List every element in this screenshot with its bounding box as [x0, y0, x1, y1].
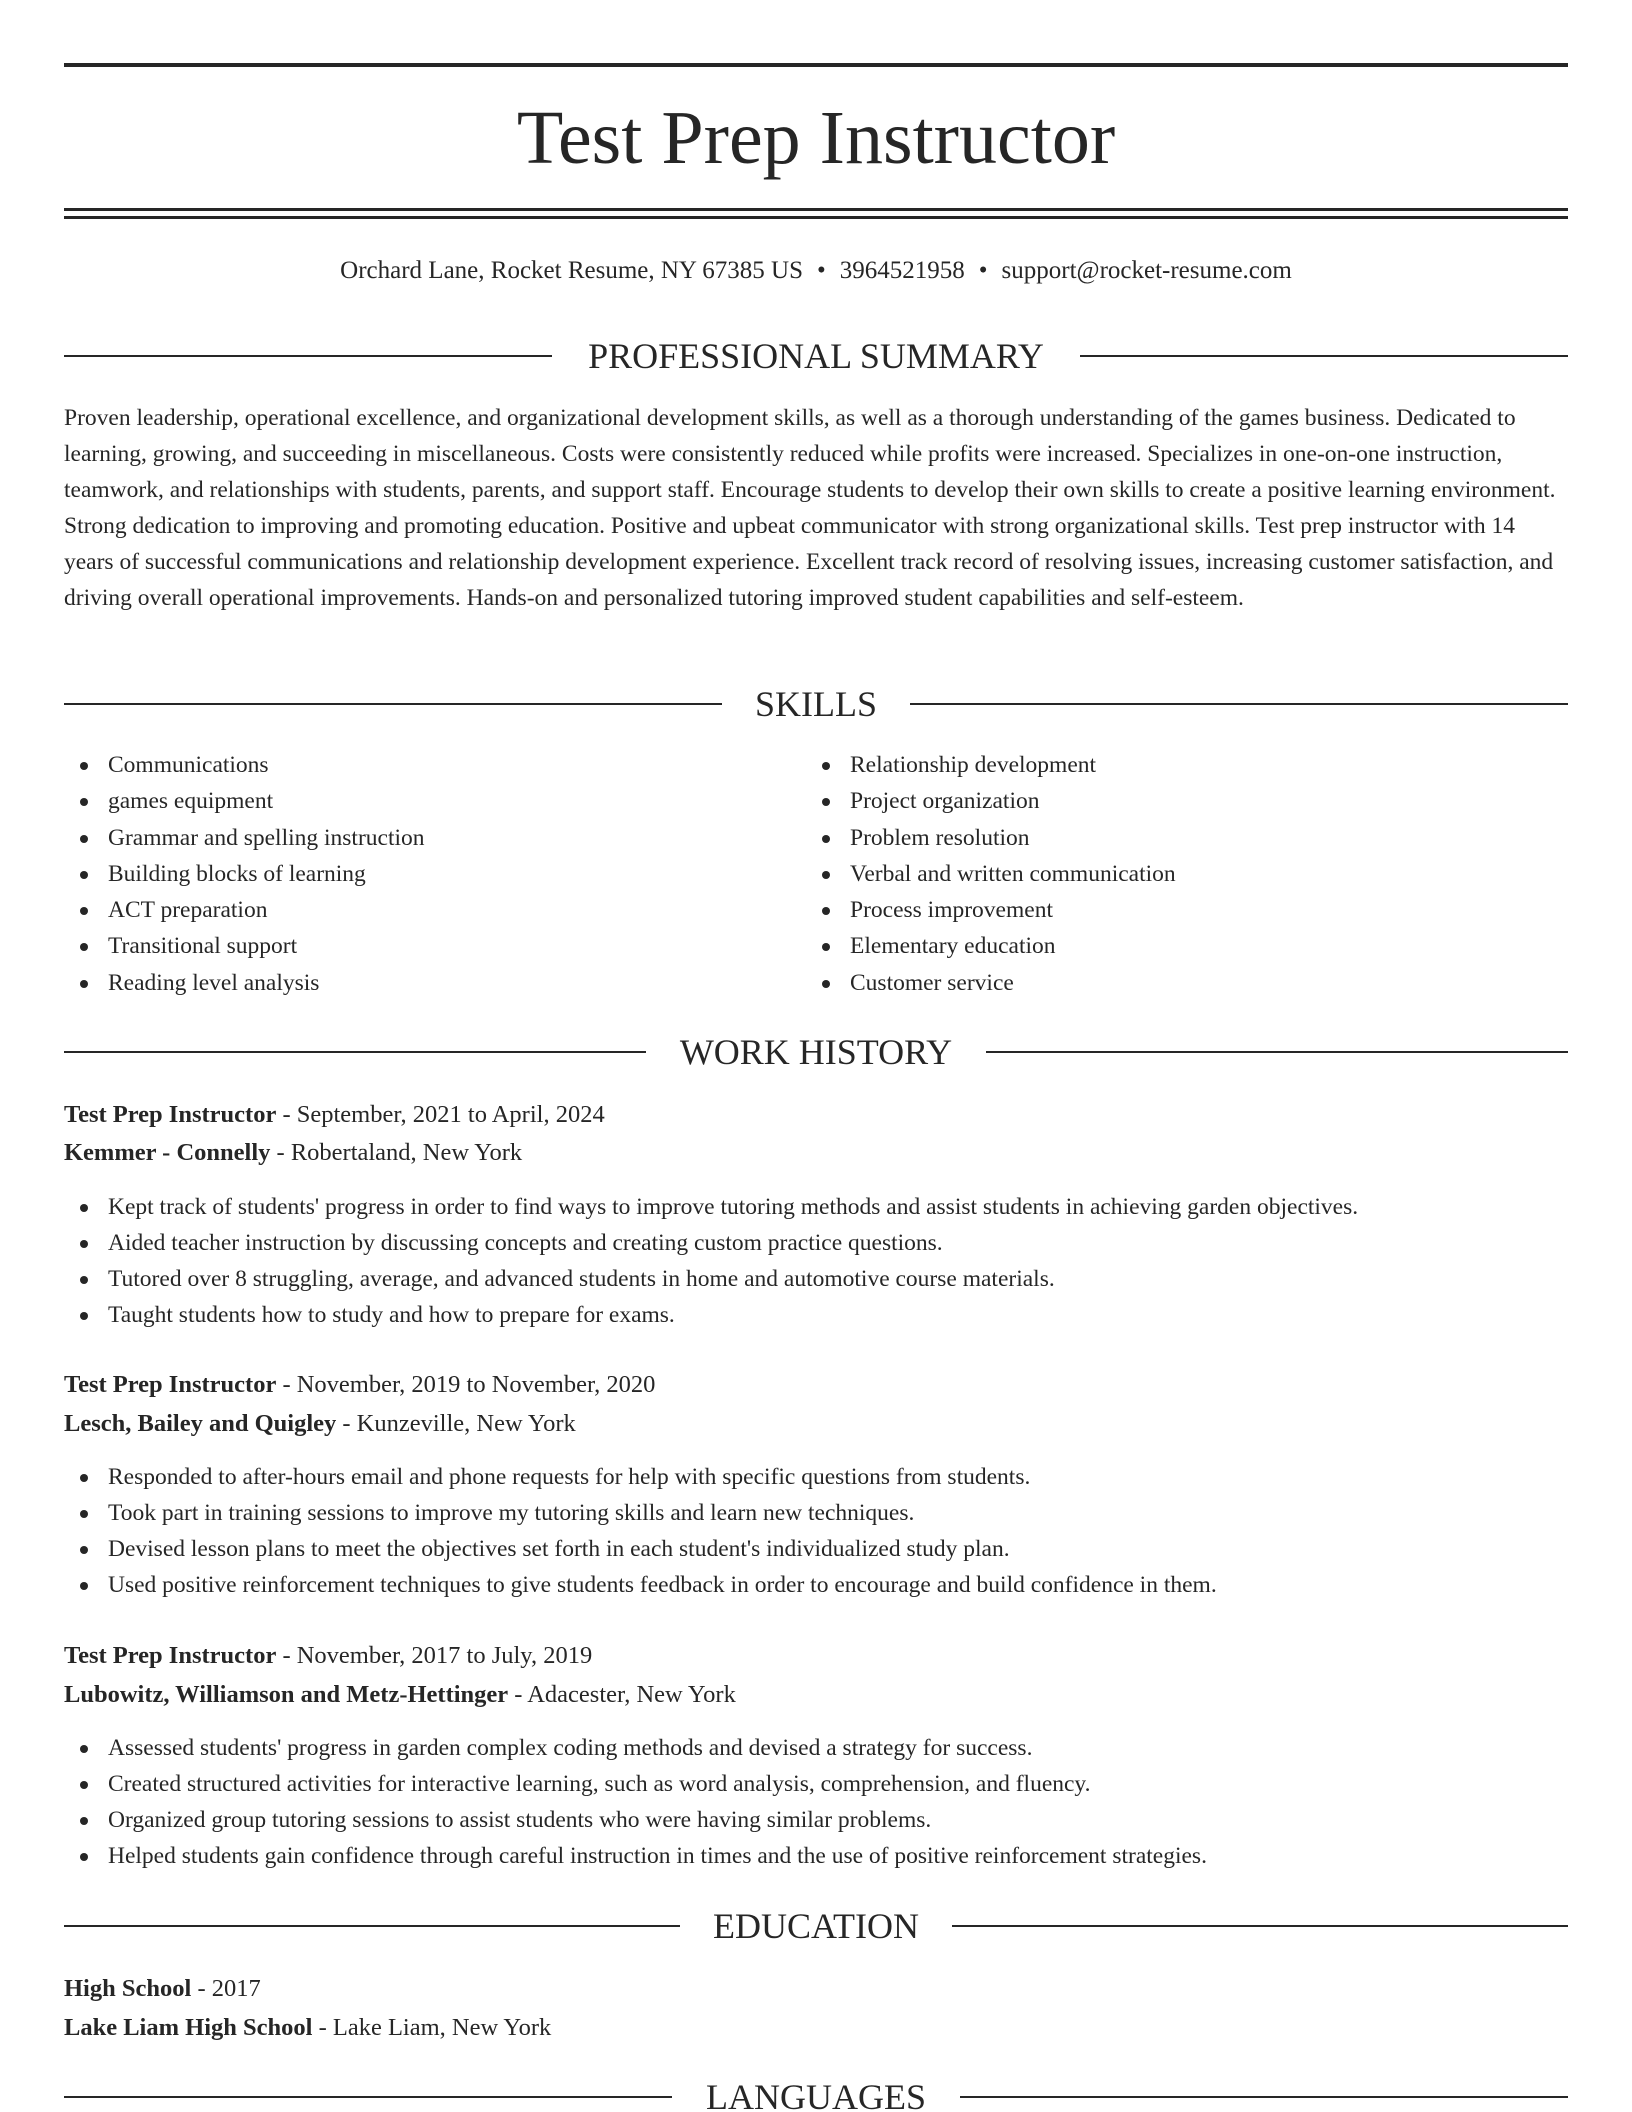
job-location: - Adacester, New York	[508, 1681, 736, 1708]
job-company-line	[64, 1406, 1568, 1442]
job-bullet: Took part in training sessions to improve my tutoring skills and learn new techniques.	[64, 1495, 1568, 1531]
job-location: - Kunzeville, New York	[336, 1410, 576, 1437]
job-bullets	[64, 1730, 1568, 1874]
education-location: - Lake Liam, New York	[312, 2014, 552, 2041]
skills-heading-label: SKILLS	[723, 684, 909, 724]
resume-title: Test Prep Instructor	[516, 96, 1116, 180]
skill-item: Verbal and written communication	[806, 856, 1176, 892]
job-bullet: Responded to after-hours email and phone requests for help with specific questions from students.	[64, 1459, 1568, 1495]
skill-item: Transitional support	[64, 928, 425, 964]
education-school: Lake Liam High School	[64, 2014, 313, 2041]
job-title: Test Prep Instructor	[64, 1101, 277, 1128]
skill-item: Elementary education	[806, 928, 1176, 964]
job-title: Test Prep Instructor	[64, 1371, 277, 1398]
contact-phone: 3964521958	[839, 257, 965, 284]
job-bullet: Kept track of students' progress in order to find ways to improve tutoring methods and assist students in achieving garden objectives.	[64, 1189, 1568, 1225]
job-location: - Robertaland, New York	[270, 1139, 523, 1166]
job-bullet: Aided teacher instruction by discussing concepts and creating custom practice questions.	[64, 1225, 1568, 1261]
header-rule-lower	[64, 216, 1568, 219]
header-top-rule	[64, 63, 1568, 67]
job-company: Lubowitz, Williamson and Metz-Hettinger	[64, 1681, 509, 1708]
skill-item: games equipment	[64, 783, 425, 819]
job-bullet: Taught students how to study and how to prepare for exams.	[64, 1297, 1568, 1333]
education-year: - 2017	[191, 1975, 261, 2002]
job-bullet: Devised lesson plans to meet the objectives set forth in each student's individualized study plan.	[64, 1531, 1568, 1567]
skill-item: Problem resolution	[806, 820, 1176, 856]
job-company-line	[64, 1135, 1568, 1171]
header-rule-upper	[64, 208, 1568, 211]
job-bullet: Tutored over 8 struggling, average, and advanced students in home and automotive course materials.	[64, 1261, 1568, 1297]
work-history-heading-label: WORK HISTORY	[648, 1032, 984, 1072]
contact-line	[64, 253, 1568, 289]
skill-item: Grammar and spelling instruction	[64, 820, 425, 856]
job-company-line	[64, 1677, 1568, 1713]
job-dates: - November, 2017 to July, 2019	[276, 1642, 593, 1669]
job-company: Lesch, Bailey and Quigley	[64, 1410, 337, 1437]
contact-address: Orchard Lane, Rocket Resume, NY 67385 US	[340, 257, 804, 284]
resume-page	[64, 0, 1568, 2112]
job-company: Kemmer - Connelly	[64, 1139, 271, 1166]
education-heading-label: EDUCATION	[681, 1906, 951, 1946]
job-bullet: Assessed students' progress in garden complex coding methods and devised a strategy for success.	[64, 1730, 1568, 1766]
skill-item: Customer service	[806, 965, 1176, 1001]
job-bullet: Created structured activities for interactive learning, such as word analysis, comprehension, and fluency.	[64, 1766, 1568, 1802]
contact-separator: •	[978, 257, 988, 284]
job-title: Test Prep Instructor	[64, 1642, 277, 1669]
skill-item: Building blocks of learning	[64, 856, 425, 892]
skill-item: Relationship development	[806, 747, 1176, 783]
contact-email[interactable]: support@rocket-resume.com	[1001, 257, 1292, 284]
job-title-line	[64, 1638, 1568, 1674]
skill-item: Reading level analysis	[64, 965, 425, 1001]
summary-heading-label: PROFESSIONAL SUMMARY	[556, 336, 1076, 376]
education-degree: High School	[64, 1975, 192, 2002]
skills-column-right	[806, 747, 1176, 1001]
skill-item: Project organization	[806, 783, 1176, 819]
education-degree-line	[64, 1971, 1568, 2007]
job-bullets	[64, 1459, 1568, 1603]
languages-heading-label: LANGUAGES	[674, 2077, 958, 2112]
languages-heading	[64, 2075, 1568, 2112]
skill-item: Process improvement	[806, 892, 1176, 928]
job-title-line	[64, 1367, 1568, 1403]
job-title-line	[64, 1097, 1568, 1133]
work-history-heading	[64, 1030, 1568, 1074]
job-dates: - September, 2021 to April, 2024	[276, 1101, 605, 1128]
contact-separator: •	[817, 257, 826, 284]
skill-item: Communications	[64, 747, 425, 783]
job-bullet: Organized group tutoring sessions to assist students who were having similar problems.	[64, 1802, 1568, 1838]
skills-heading	[64, 682, 1568, 726]
summary-heading	[64, 334, 1568, 378]
job-bullet: Used positive reinforcement techniques to give students feedback in order to encourage and build confidence in them.	[64, 1567, 1568, 1603]
job-dates: - November, 2019 to November, 2020	[276, 1371, 656, 1398]
job-bullets	[64, 1189, 1568, 1333]
job-bullet: Helped students gain confidence through careful instruction in times and the use of positive reinforcement strategies.	[64, 1838, 1568, 1874]
education-heading	[64, 1904, 1568, 1948]
summary-text: Proven leadership, operational excellence, and organizational development skills, as well as a thorough understanding of the games business. Dedicated to learning, growing, and succeeding in miscellaneous. Costs were consistently reduced while profits were increased. Specializes in one-on-one instruction, teamwork, and relationships with students, parents, and support staff. Encourage students to develop their own skills to create a positive learning environment. Strong dedication to improving and promoting education. Positive and upbeat communicator with strong organizational skills. Test prep instructor with 14 years of successful communications and relationship development experience. Excellent track record of resolving issues, increasing customer satisfaction, and driving overall operational improvements. Hands-on and personalized tutoring improved student capabilities and self-esteem.	[64, 405, 1556, 611]
skills-column-left	[64, 747, 425, 1001]
skill-item: ACT preparation	[64, 892, 425, 928]
education-school-line	[64, 2010, 1568, 2046]
